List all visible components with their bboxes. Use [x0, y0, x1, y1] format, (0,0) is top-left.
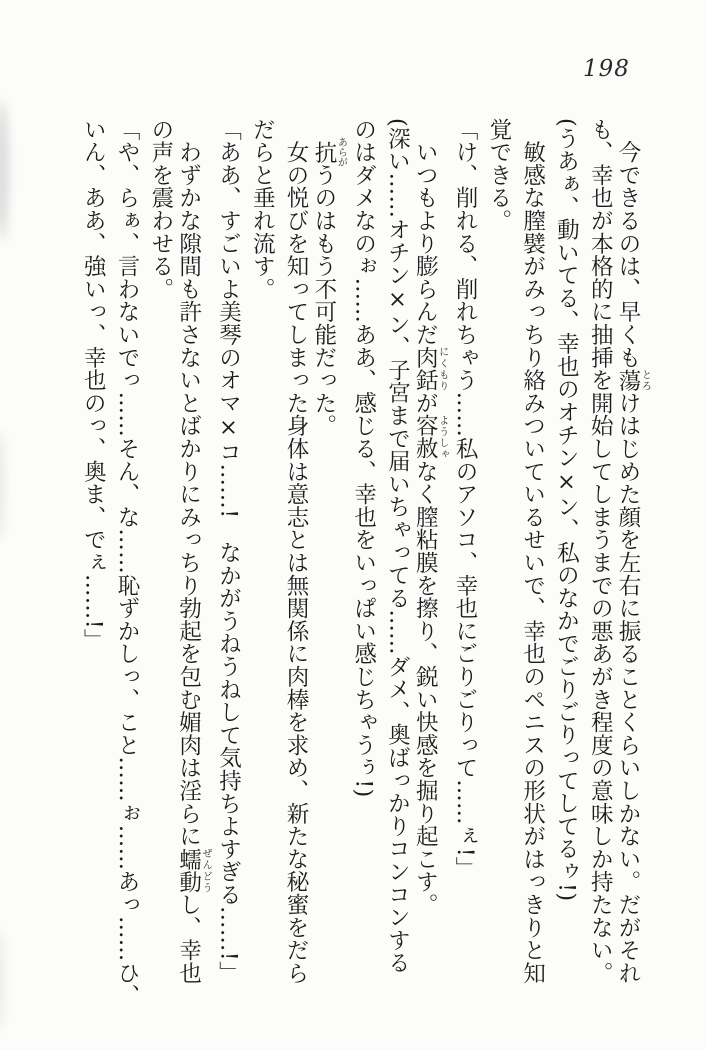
- text-column: いつもより膨らんだ肉銛にくもりが容赦ようしゃなく膣粘膜を擦り、鋭い快感を掘り起こす。: [412, 140, 448, 917]
- text-column: 女の悦びを知ってしまった身体は意志とは無関係に肉棒を求め、新たな秘蜜をだら: [283, 140, 310, 985]
- text-column: 敏感な膣襞がみっちり絡みついているせいで、幸也のペニスの形状がはっきりと知: [519, 140, 546, 985]
- page-number: 198: [583, 56, 630, 82]
- ruby-annotated-text: 蠕動ぜんどう: [175, 847, 212, 894]
- text-column: 「け、削れる、削れちゃう……私のアソコ、幸也にごりごりって……ぇ!」: [452, 118, 479, 880]
- text-column: 「や、らぁ、言わないでっ……そん、な……恥ずかしっ、こと……ぉ……あっ……ひ、: [114, 118, 141, 1008]
- text-column: 覚できる。: [485, 118, 512, 232]
- text-column: のはダメなのぉ……ああ、感じる、幸也をいっぱい感じちゃうぅ!): [350, 118, 377, 798]
- scan-smudge: [0, 930, 4, 1030]
- text-column: 今できるのは、早くも蕩とろけはじめた顔を左右に振ることくらいしかない。だがそれ: [615, 140, 651, 985]
- text-column: (深い……オチン×ン、子宮まで届いちゃってる……ダメ、奥ばっかりコンコンする: [384, 118, 411, 975]
- ruby-annotated-text: 蕩とろ: [615, 368, 651, 392]
- text-column: だらと垂れ流す。: [249, 118, 276, 301]
- text-column: 抗あらがうのはもう不可能だった。: [310, 137, 347, 438]
- text-column: の声を震わせる。: [147, 118, 174, 301]
- text-column: も、幸也が本格的に抽挿を開始してしまうまでの悪あがき程度の意味しか持たない。: [587, 118, 614, 985]
- vertical-text-block: [75, 118, 650, 1014]
- text-column: いん、ああ、強いっ、幸也のっ、奥ま、でぇ……!」: [80, 118, 107, 652]
- ruby-annotated-text: 肉銛にくもり: [412, 346, 448, 392]
- text-column: (うあぁ、動いてる、幸也のオチン×ン、私のなかでごりごりってしてるゥ!): [553, 118, 580, 902]
- ruby-annotated-text: 容赦ようしゃ: [412, 414, 448, 461]
- text-column: わずかな隙間も許さないとばかりにみっちり勃起を包む媚肉は淫らに蠕動ぜんどうし、幸也: [175, 140, 212, 985]
- scan-smudge: [0, 430, 4, 540]
- scan-smudge: [0, 100, 8, 240]
- ruby-annotated-text: 抗あらが: [310, 137, 347, 168]
- text-column: 「ああ、すごいよ美琴のオマ×コ……! なかがうねうねして気持ちよすぎる……!」: [215, 118, 242, 984]
